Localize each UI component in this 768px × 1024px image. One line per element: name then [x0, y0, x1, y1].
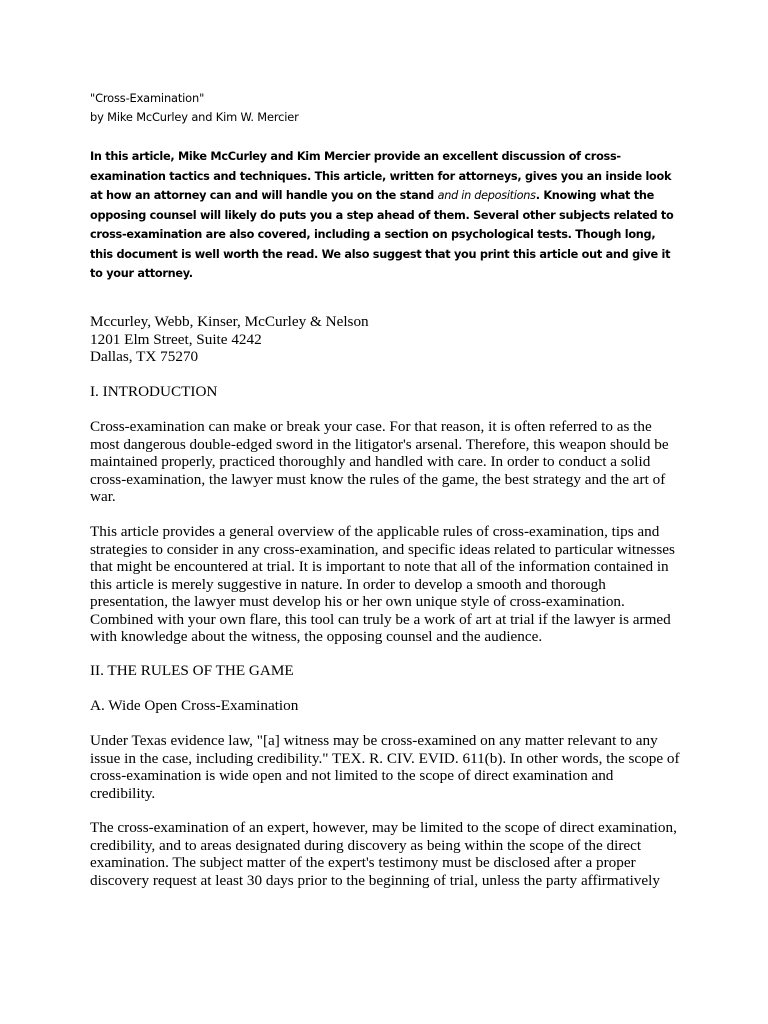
section-heading-introduction: I. INTRODUCTION: [90, 383, 218, 400]
introduction-paragraph-1: Cross-examination can make or break your case. For that reason, it is often referred to as the most dangerous double-edged sword in the litigator's arsenal. Therefore, this weapon should be maintained properly, practiced thoroughly and handled with care. In order to conduct a solid cross-examination, the lawyer must know the rules of the game, the best strategy and the art of war.: [90, 418, 669, 505]
article-title: "Cross-Examination": [90, 91, 205, 105]
wide-open-paragraph-1: Under Texas evidence law, "[a] witness may be cross-examined on any matter relevant to any issue in the case, including credibility." TEX. R. CIV. EVID. 611(b). In other words, the scope of cross-examination is wide open and not limited to the scope of direct examination and credibility.: [90, 732, 680, 802]
subsection-heading-wide-open: A. Wide Open Cross-Examination: [90, 697, 299, 714]
firm-name: Mccurley, Webb, Kinser, McCurley & Nelson: [90, 313, 369, 330]
summary-text-part2: . Knowing what the opposing counsel will likely do puts you a step ahead of them. Several other subjects related to cross-examination are also covered, including a section on psychological tests. Though long, this document is well worth the read. We also suggest that you print this article out and give it to your attorney.: [90, 189, 674, 280]
wide-open-paragraph-2: The cross-examination of an expert, however, may be limited to the scope of direct examination, credibility, and to areas designated during discovery as being within the scope of the direct examination. The subject matter of the expert's testimony must be disclosed after a proper discovery request at least 30 days prior to the beginning of trial, unless the party affirmatively: [90, 819, 677, 889]
introduction-paragraph-2: This article provides a general overview of the applicable rules of cross-examination, tips and strategies to consider in any cross-examination, and specific ideas related to particular witnesses that might be encountered at trial. It is important to note that all of the information contained in this article is merely suggestive in nature. In order to develop a smooth and thorough presentation, the lawyer must develop his or her own unique style of cross-examination. Combined with your own flare, this tool can truly be a work of art at trial if the lawyer is armed with knowledge about the witness, the opposing counsel and the audience.: [90, 523, 675, 645]
summary-emphasis: and in depositions: [437, 189, 536, 202]
article-summary: [90, 147, 680, 284]
firm-street: 1201 Elm Street, Suite 4242: [90, 330, 262, 348]
article-byline: by Mike McCurley and Kim W. Mercier: [90, 110, 299, 124]
summary-text-part1: In this article, Mike McCurley and Kim Mercier provide an excellent discussion of cross-examination tactics and techniques. This article, written for attorneys, gives you an inside look at how an attorney can and will handle you on the stand: [90, 150, 672, 202]
section-heading-rules: II. THE RULES OF THE GAME: [90, 662, 294, 679]
firm-city: Dallas, TX 75270: [90, 348, 199, 365]
firm-address: [90, 313, 680, 366]
